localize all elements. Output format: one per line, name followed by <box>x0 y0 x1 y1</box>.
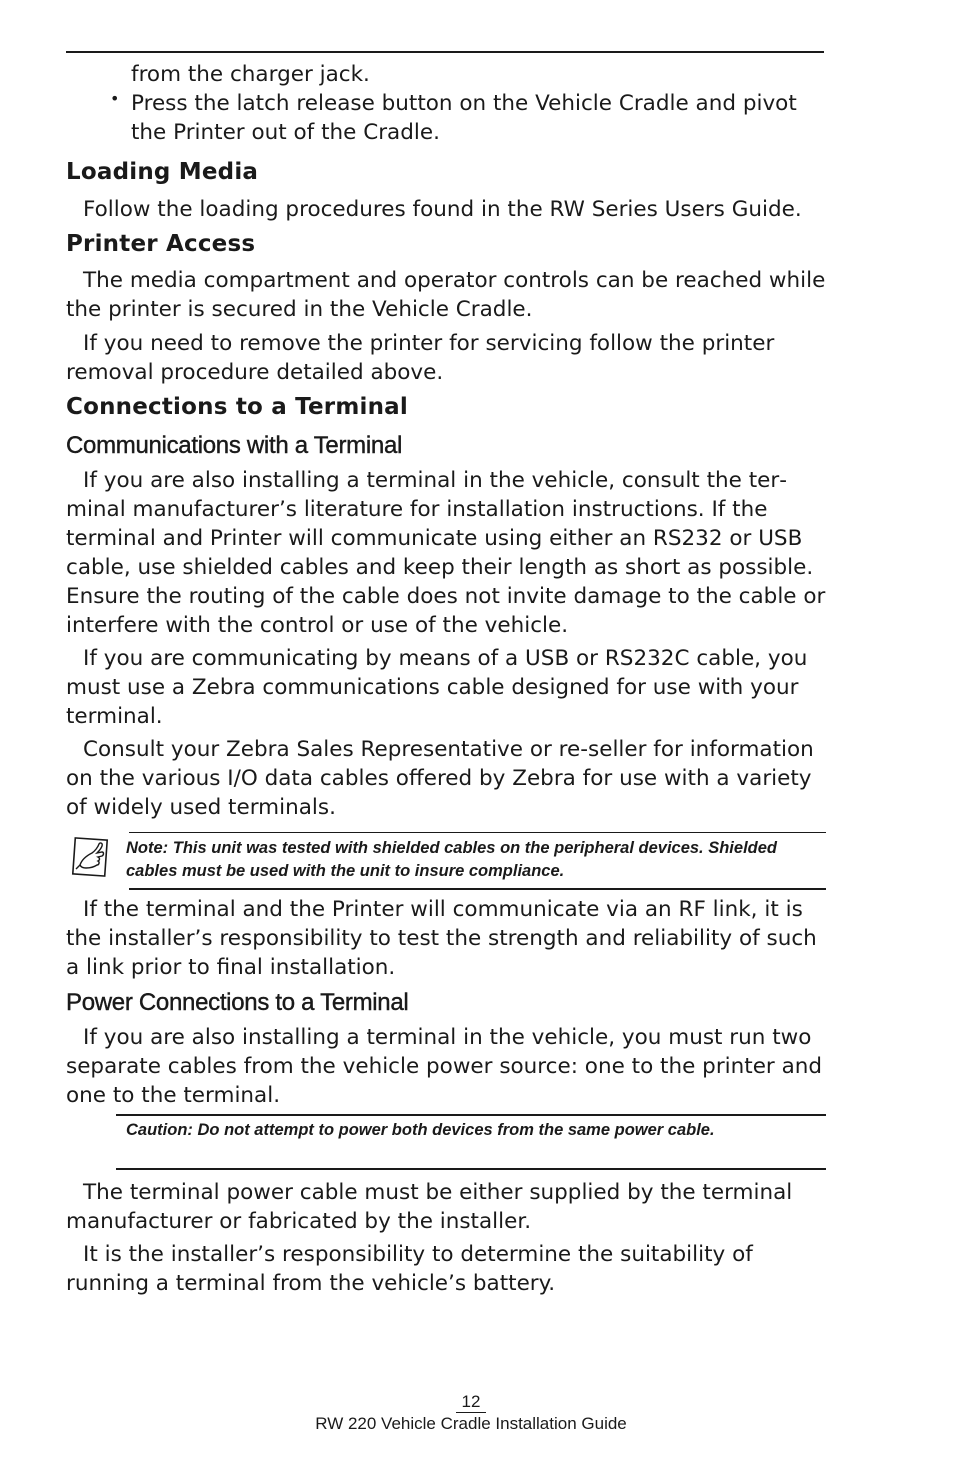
paragraph: The media compartment and operator controls can be reached while the printer is secured in the Vehicle Cradle. <box>66 268 826 322</box>
page-content <box>66 60 826 1298</box>
page-number: 12 <box>456 1392 487 1413</box>
note-rule-top <box>129 832 826 833</box>
caution-text: Caution: Do not attempt to power both devices from the same power cable. <box>126 1121 715 1139</box>
subheading-power: Power Connections to a Terminal <box>66 989 409 1016</box>
paragraph: If you are also installing a terminal in the vehicle, consult the terminal manufacturer’s literature for installation instructions. If the terminal and Printer will communicate using either an RS232 or USB cable, use shielded cables and keep their length as short as possible. Ensure the routing of the cable does not invite damage to the cable or interfere with the control or use of the vehicle. <box>66 468 826 638</box>
bullet-mark: • <box>110 89 120 108</box>
heading-loading-media: Loading Media <box>66 159 259 185</box>
caution-rule-top <box>116 1114 826 1116</box>
note-rule-bottom <box>129 888 826 890</box>
subheading-communications: Communications with a Terminal <box>66 432 403 459</box>
note-hand-icon <box>68 835 112 879</box>
paragraph: Follow the loading procedures found in the RW Series Users Guide. <box>83 197 802 222</box>
heading-printer-access: Printer Access <box>66 231 256 257</box>
paragraph: If you need to remove the printer for servicing follow the printer removal procedure detailed above. <box>66 331 775 385</box>
continuation-text: from the charger jack. <box>131 62 370 87</box>
paragraph: If you are communicating by means of a USB or RS232C cable, you must use a Zebra communications cable designed for use with your terminal. <box>66 646 808 729</box>
caution-rule-bottom <box>116 1168 826 1170</box>
page-footer <box>0 1391 954 1435</box>
heading-connections: Connections to a Terminal <box>66 394 408 420</box>
note-box <box>66 832 826 890</box>
paragraph: It is the installer’s responsibility to determine the suitability of running a terminal from the vehicle’s battery. <box>66 1242 753 1296</box>
bullet-text: Press the latch release button on the Vehicle Cradle and pivot the Printer out of the Cradle. <box>131 91 797 145</box>
paragraph: If you are also installing a terminal in the vehicle, you must run two separate cables from the vehicle power source: one to the printer and one to the terminal. <box>66 1025 823 1108</box>
caution-box <box>66 1114 826 1170</box>
note-text: Note: This unit was tested with shielded cables on the peripheral devices. Shielded cables must be used with the unit to insure compliance. <box>126 839 777 880</box>
paragraph: Consult your Zebra Sales Representative or re-seller for information on the various I/O data cables offered by Zebra for use with a variety of widely used terminals. <box>66 737 814 820</box>
paragraph: The terminal power cable must be either supplied by the terminal manufacturer or fabricated by the installer. <box>66 1180 793 1234</box>
top-rule <box>66 51 824 53</box>
paragraph: If the terminal and the Printer will communicate via an RF link, it is the installer’s responsibility to test the strength and reliability of such a link prior to final installation. <box>66 897 817 980</box>
guide-title: RW 220 Vehicle Cradle Installation Guide <box>315 1414 627 1433</box>
bullet-item <box>66 89 826 147</box>
